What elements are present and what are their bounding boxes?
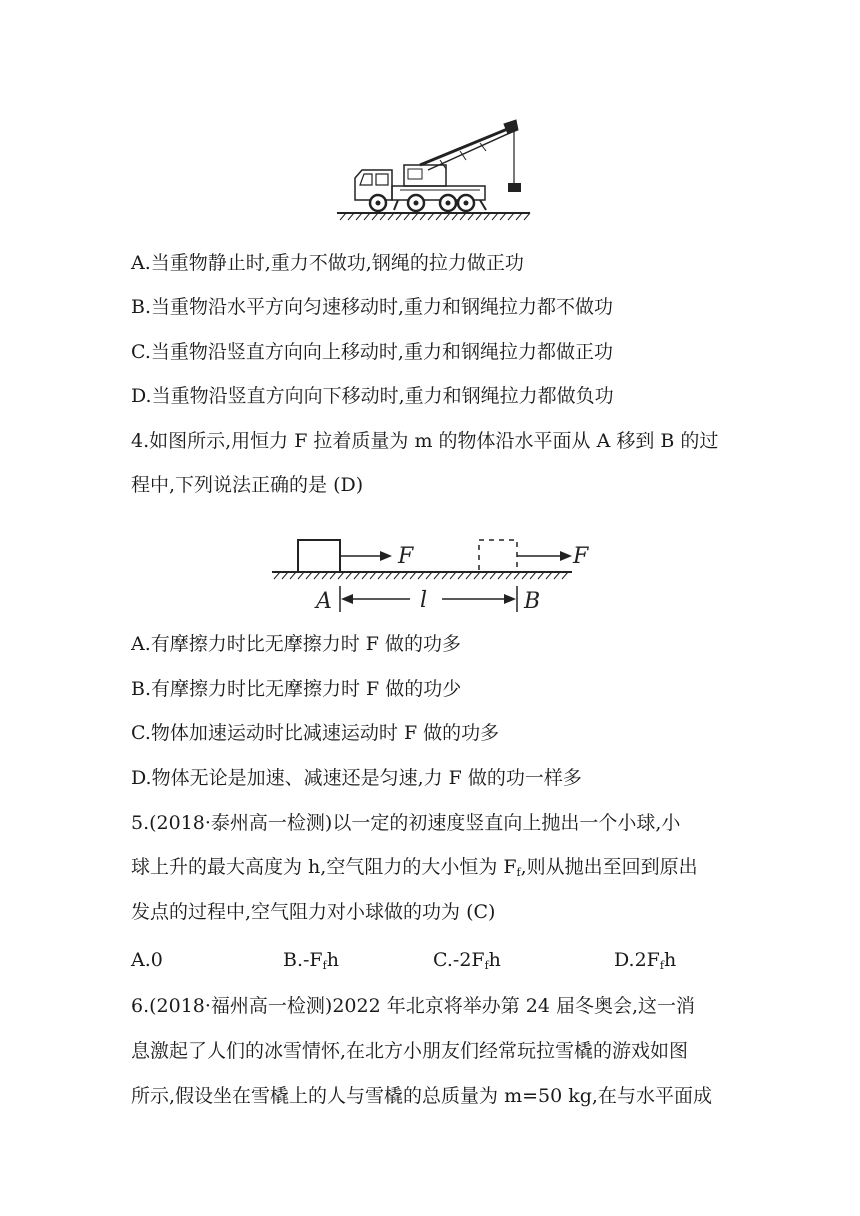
q6-line2: 息激起了人们的冰雪情怀,在北方小朋友们经常玩拉雪橇的游戏如图 [131,1040,689,1062]
q6-line3: 所示,假设坐在雪橇上的人与雪橇的总质量为 m=50 kg,在与水平面成 [131,1085,712,1107]
q4-option-d: D.物体无论是加速、减速还是匀速,力 F 做的功一样多 [131,767,582,789]
q5-option-d-subscript: f [659,959,664,972]
force-label-1: F [398,544,414,569]
q6-line1: 6.(2018·福州高一检测)2022 年北京将举办第 24 届冬奥会,这一消 [131,995,696,1017]
q3-option-d: D.当重物沿竖直方向向下移动时,重力和钢绳拉力都做负功 [131,385,614,407]
q5-option-a: A.0 [131,949,163,971]
q4-option-b: B.有摩擦力时比无摩擦力时 F 做的功少 [131,678,462,700]
q5-option-b-subscript: f [322,959,327,972]
q5-option-d [614,948,676,978]
q4-stem-line2: 程中,下列说法正确的是 (D) [131,474,364,496]
q5-option-b [283,948,339,978]
q5-option-c [433,948,501,978]
q3-option-b: B.当重物沿水平方向匀速移动时,重力和钢绳拉力都不做功 [131,296,614,318]
q5-option-d-tail: h [663,949,677,971]
q5-option-c-tail: h [488,949,501,971]
q4-stem-line1: 4.如图所示,用恒力 F 拉着质量为 m 的物体沿水平面从 A 移到 B 的过 [131,430,719,452]
q5-option-c-text: C.-2F [433,949,485,971]
q5-stem-line2-text: 球上升的最大高度为 h,空气阻力的大小恒为 F [131,856,517,878]
q5-stem-line3: 发点的过程中,空气阻力对小球做的功为 (C) [131,901,496,923]
q5-option-d-text: D.2F [614,949,660,971]
point-a-label: A [316,589,332,614]
force-label-2: F [573,544,589,569]
q5-stem-line2 [131,855,698,885]
q3-option-a: A.当重物静止时,重力不做功,钢绳的拉力做正功 [131,252,524,274]
distance-label: l [420,588,428,613]
q4-option-c: C.物体加速运动时比减速运动时 F 做的功多 [131,722,500,744]
q5-option-c-subscript: f [484,959,489,972]
q5-stem-line1: 5.(2018·泰州高一检测)以一定的初速度竖直向上抛出一个小球,小 [131,812,681,834]
q4-option-a: A.有摩擦力时比无摩擦力时 F 做的功多 [131,633,462,655]
q5-option-b-tail: h [326,949,339,971]
q5-stem-line2-subscript: f [516,866,521,879]
q5-option-b-text: B.-F [283,949,323,971]
q3-option-c: C.当重物沿竖直方向向上移动时,重力和钢绳拉力都做正功 [131,341,613,363]
point-b-label: B [524,589,541,614]
q5-stem-line2-tail: ,则从抛出至回到原出 [520,856,698,878]
